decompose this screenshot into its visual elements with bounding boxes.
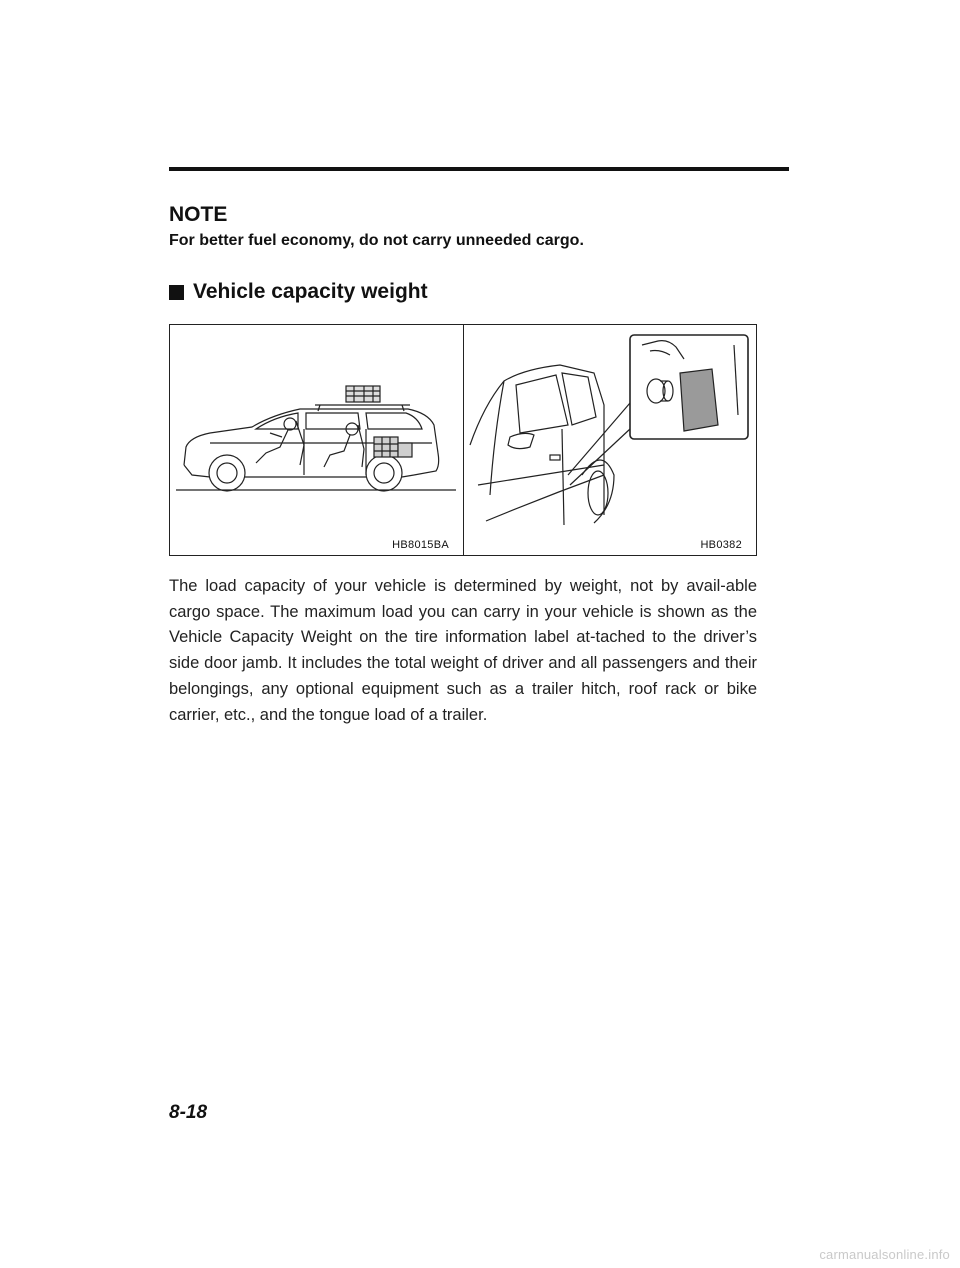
body-paragraph: The load capacity of your vehicle is determined by weight, not by avail-able cargo space. The maximum load you can carry in your vehicle is shown as the Vehicle Capacity Weight on the tire information label at-tached to the driver’s side door jamb. It includes the total weight of driver and all passengers and their belongings, any optional equipment such as a trailer hitch, roof rack or bike carrier, etc., and the tongue load of a trailer. (169, 577, 757, 724)
figure-code-right: HB0382 (700, 539, 742, 551)
note-text: For better fuel economy, do not carry unneeded cargo. (169, 232, 584, 249)
figure-panel-door-jamb (464, 325, 756, 555)
section-heading (169, 280, 428, 304)
figure (169, 324, 757, 556)
door-jamb-label-illustration (464, 325, 756, 555)
figure-panel-wagon (170, 325, 463, 555)
figure-code-left: HB8015BA (392, 539, 449, 551)
watermark: carmanualsonline.info (819, 1247, 950, 1262)
page-number: 8-18 (169, 1102, 208, 1123)
note-heading: NOTE (169, 203, 228, 226)
square-bullet-icon (169, 285, 184, 300)
section-heading-text: Vehicle capacity weight (193, 280, 428, 303)
wagon-loaded-illustration (170, 325, 463, 555)
top-rule (169, 167, 789, 171)
